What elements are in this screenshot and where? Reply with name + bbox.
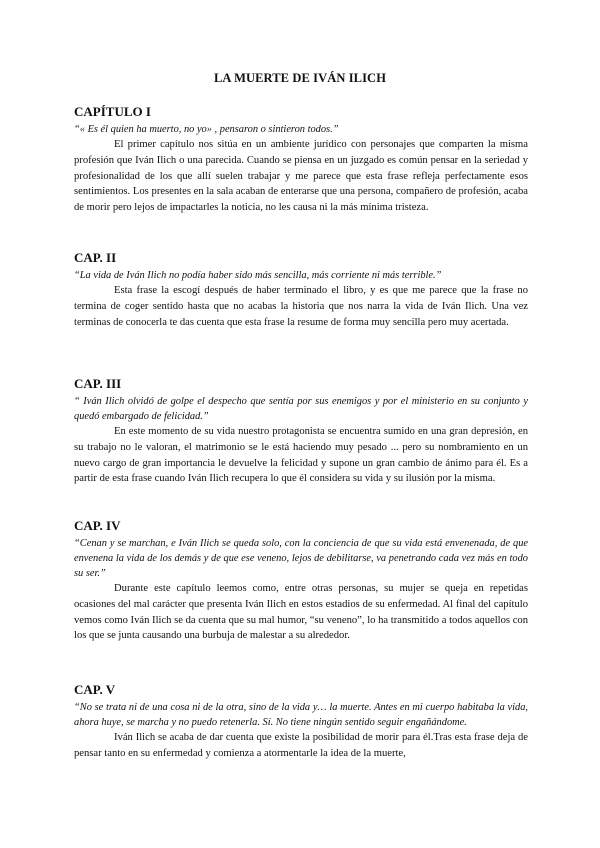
- chapter-body: Esta frase la escogí después de haber terminado el libro, y es que me parece que la frase no termina de coger sentido hasta que no acabas la historia que nos narra la vida de Iván Ilich. Una vez terminas de conocerla te das cuenta que esta frase la resume de forma muy sencilla pero muy acertada.: [74, 285, 528, 328]
- chapter-quote: “Cenan y se marchan, e Iván Ilich se queda solo, con la conciencia de que su vida está envenenada, de que envenena la vida de los demás y de que ese veneno, lejos de debilitarse, va penetrando cada vez más en todo su ser.”: [74, 538, 528, 579]
- chapter-4: [74, 518, 528, 644]
- chapter-heading: CAPÍTULO I: [74, 104, 151, 119]
- chapter-quote: “No se trata ni de una cosa ni de la otra, sino de la vida y… la muerte. Antes en mi cuerpo habitaba la vida, ahora huye, se marcha y no puedo retenerla. Sí. No tiene ningún sentido seguir engañándome.: [74, 702, 528, 728]
- chapter-heading: CAP. III: [74, 376, 122, 391]
- chapter-quote: “ Iván Ilich olvidó de golpe el despecho que sentía por sus enemigos y por el ministerio en su conjunto y quedó embargado de felicidad.”: [74, 396, 528, 422]
- chapter-5: [74, 682, 528, 762]
- chapter-heading: CAP. IV: [74, 518, 121, 533]
- chapter-body: Durante este capítulo leemos como, entre otras personas, su mujer se queja en repetidas ocasiones del mal carácter que presenta Iván Ilich en estos estadios de su enfermedad. Al final del capítulo vemos como Iván Ilich se da cuenta que su mal humor, “su veneno”, lo ha transmitido a todos aquellos con los que se junta causando una burbuja de malestar a su alrededor.: [74, 583, 528, 642]
- chapter-quote: “« Es él quien ha muerto, no yo» , pensaron o sintieron todos.”: [74, 124, 339, 135]
- document-title: LA MUERTE DE IVÁN ILICH: [213, 71, 387, 85]
- chapter-quote: “La vida de Iván Ilich no podía haber sido más sencilla, más corriente ni más terrible.”: [74, 270, 442, 281]
- chapter-body: En este momento de su vida nuestro protagonista se encuentra sumido en una gran depresión, en su trabajo no le valoran, el matrimonio se le está haciendo muy pesado ... pero su nombramiento en un nuevo cargo de gran importancia le devuelve la felicidad y supone un gran cambio de ánimo para él. Es a partir de esta frase cuando Iván Ilich recupera lo que él considera su vida y su ilusión por la misma.: [74, 426, 528, 485]
- chapter-heading: CAP. II: [74, 250, 117, 265]
- chapter-3: [74, 376, 528, 487]
- chapter-heading: CAP. V: [74, 682, 116, 697]
- chapter-2: [74, 250, 528, 330]
- chapter-1: [74, 104, 528, 216]
- chapter-body: Iván Ilich se acaba de dar cuenta que existe la posibilidad de morir para él.Tras esta frase deja de pensar tanto en su enfermedad y comienza a atormentarle la idea de la muerte,: [74, 732, 528, 759]
- chapter-body: El primer capítulo nos sitúa en un ambiente jurídico con personajes que comparten la misma profesión que Iván Ilich o una parecida. Cuando se piensa en un juzgado es común pensar en la seriedad y profesionalidad de los que allí suelen trabajar y me parece que esta frase refleja perfectamente esos sentimientos. Los presentes en la sala acaban de enterarse que una persona, compañero de profesión, acaba de morir pero lejos de impactarles la noticia, no les causa ni la más mínima tristeza.: [74, 139, 528, 214]
